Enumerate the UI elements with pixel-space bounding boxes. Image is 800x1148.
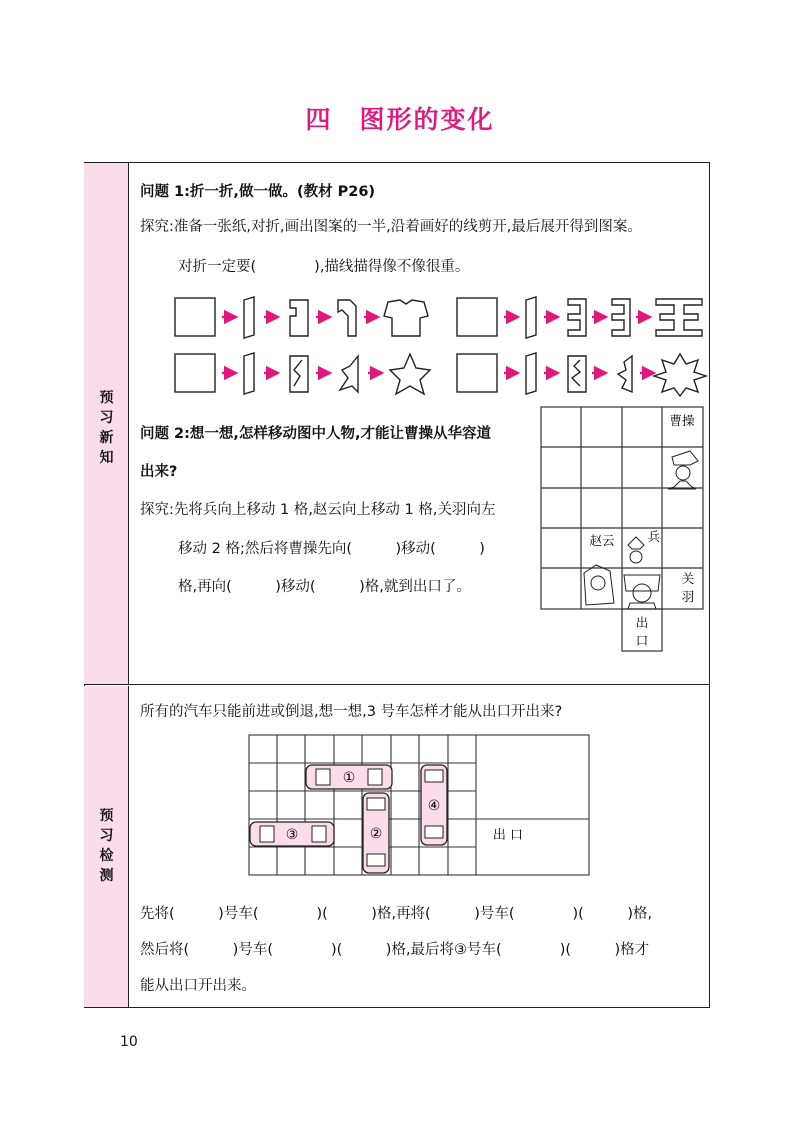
square-paper-icon	[175, 354, 215, 392]
exit-label-2: 口	[635, 633, 649, 648]
half-shirt-cut-icon	[338, 300, 356, 336]
page-title: 四 图形的变化	[305, 105, 495, 134]
leaf-pattern-icon	[654, 354, 706, 396]
bing-label: 兵	[647, 529, 661, 544]
question-1-explore: 探究:准备一张纸,对折,画出图案的一半,沿着画好的线剪开,最后展开得到图案。	[140, 219, 642, 235]
guanyu-label-1: 关	[681, 571, 695, 586]
half-pattern-cut-icon	[612, 299, 630, 336]
half-leaf-icon	[568, 356, 586, 392]
guanyu-label-2: 羽	[681, 589, 695, 604]
question-2-line-1: 问题 2:想一想,怎样移动图中人物,才能让曹操从华容道	[140, 426, 491, 442]
square-paper-icon	[457, 298, 497, 336]
question-2-explore-1: 探究:先将兵向上移动 1 格,赵云向上移动 1 格,关羽向左	[140, 502, 496, 518]
zhaoyun-label: 赵云	[589, 533, 615, 548]
section-2-fill-1: 先将( )号车( )( )格,再将( )号车( )( )格,	[140, 906, 653, 922]
half-shirt-icon	[290, 300, 308, 336]
half-leaf-cut-icon	[618, 356, 632, 392]
question-2-explore-3: 格,再向( )移动( )格,就到出口了。	[178, 579, 471, 595]
caocao-figure	[668, 451, 698, 489]
shirt-icon	[384, 300, 428, 336]
question-2-explore-2: 移动 2 格;然后将曹操先向( )移动( )	[178, 541, 485, 557]
section-2-fill-3: 能从出口开出来。	[140, 978, 256, 994]
folded-paper-icon	[244, 297, 254, 338]
folded-paper-icon	[526, 353, 536, 394]
exit-label: 出 口	[492, 828, 524, 843]
folded-paper-icon	[244, 353, 254, 394]
sidebar-label-preview-test: 预 习 检 测	[99, 808, 114, 884]
caocao-label: 曹操	[669, 413, 695, 428]
exit-label-1: 出	[635, 615, 649, 630]
half-star-icon	[290, 356, 308, 392]
page-number: 10	[120, 1034, 138, 1050]
star-icon	[390, 354, 430, 394]
section-2-question: 所有的汽车只能前进或倒退,想一想,3 号车怎样才能从出口开出来?	[140, 704, 563, 720]
half-star-cut-icon	[340, 356, 358, 392]
car-4-label: ④	[427, 798, 441, 814]
folded-paper-icon	[526, 297, 536, 338]
parking-grid	[246, 732, 596, 880]
folding-diagram	[170, 290, 710, 400]
question-2-line-2: 出来?	[140, 464, 178, 480]
huarong-grid	[540, 405, 706, 655]
car-3-label: ③	[285, 827, 299, 843]
section-2-fill-2: 然后将( )号车( )( )格,最后将③号车( )( )格才	[140, 942, 650, 958]
square-paper-icon	[457, 354, 497, 392]
arrow-icons	[222, 317, 654, 373]
question-1-title: 问题 1:折一折,做一做。(教材 P26)	[140, 184, 376, 200]
car-2-label: ②	[369, 826, 383, 842]
sidebar-label-preview-new: 预 习 新 知	[99, 390, 114, 466]
question-1-fill: 对折一定要( ),描线描得像不像很重。	[178, 259, 470, 275]
section-divider	[84, 684, 710, 685]
square-paper-icon	[175, 298, 215, 336]
half-pattern-icon	[568, 299, 586, 336]
wang-pattern-icon	[656, 299, 702, 336]
car-1-label: ①	[342, 770, 356, 786]
